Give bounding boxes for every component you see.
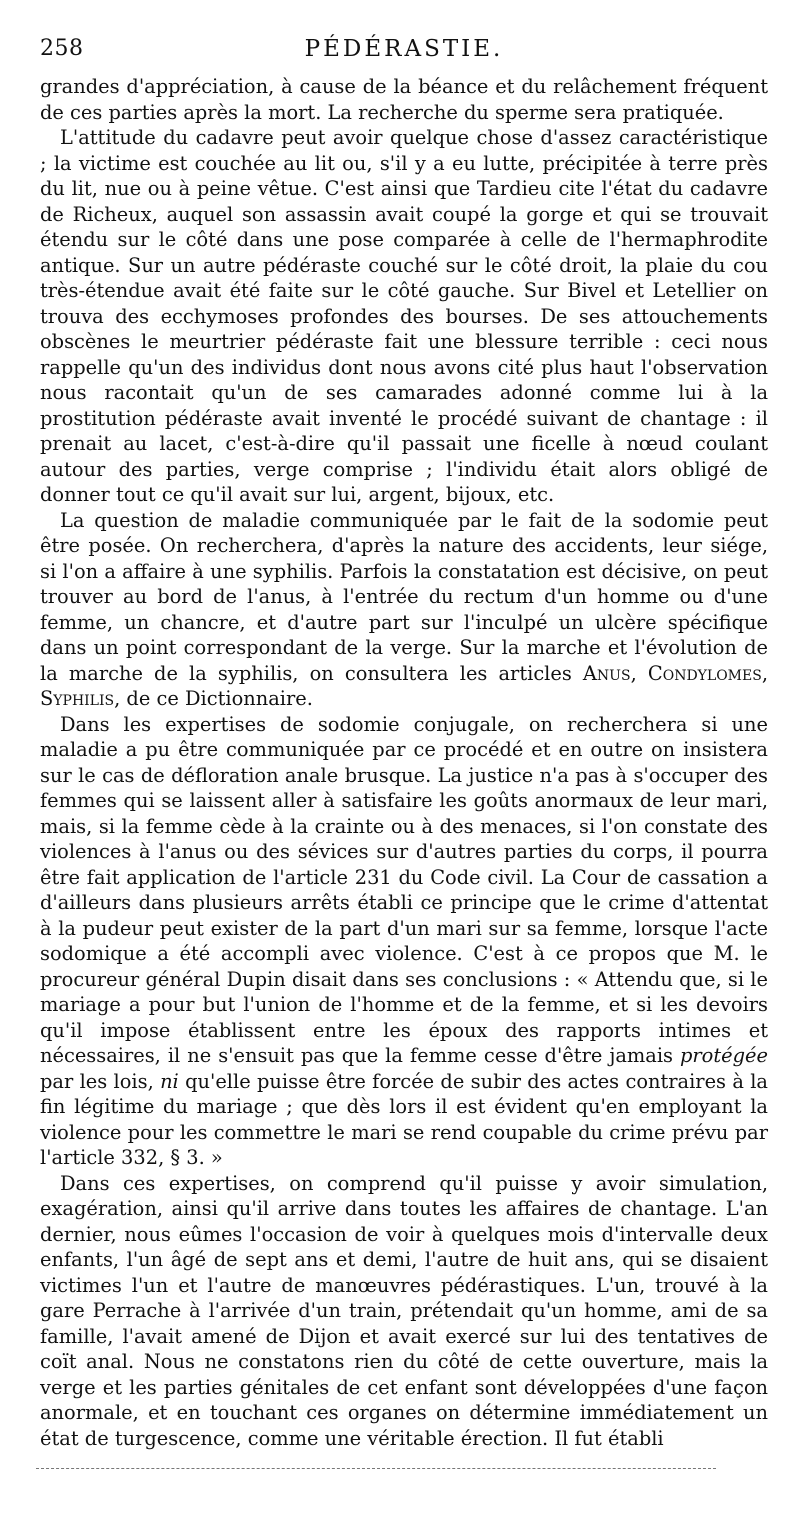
paragraph-text: , (761, 661, 768, 685)
paragraph (40, 125, 768, 508)
paragraph-text: Dans les expertises de sodomie conjugale, on recherchera si une maladie a pu être communiquée par ce procédé et en outre on insistera sur le cas de défloration anale brusque. La justice n'a pas à s'occuper des femmes qui se laissent aller à satisfaire les goûts anormaux de leur mari, mais, si la femme cède à la crainte ou à des menaces, si l'on constate des violences à l'anus ou des sévices sur d'autres parties du corps, il pourra être fait application de l'article 231 du Code civil. La Cour de cassation a d'ailleurs dans plusieurs arrêts établi ce principe que le crime d'attentat à la pudeur peut exister de la part d'un mari sur sa femme, lorsque l'acte sodomique a été accompli avec violence. C'est à ce propos que M. le procureur général Dupin disait dans ses conclusions : « Attendu que, si le mariage a pour but l'union de l'homme et de la femme, et si les devoirs qu'il impose établissent entre les époux des rapports intimes et nécessaires, il ne s'ensuit pas que la femme cesse d'être jamais (40, 712, 768, 1067)
emphasis-text: ni (160, 1069, 179, 1093)
running-title: PÉDÉRASTIE. (304, 36, 504, 62)
paragraph-text: grandes d'appréciation, à cause de la béance et du relâchement fréquent de ces parties après la mort. La recherche du sperme sera pratiquée. (40, 75, 768, 124)
body-text (40, 74, 768, 1451)
paragraph (40, 1171, 768, 1452)
paragraph-text: qu'elle puisse être forcée de subir des actes contraires à la fin légitime du mariage ; que dès lors il est évident qu'en employant la violence pour les commettre le mari se rend coupable du crime prévu par l'article 332, § 3. » (40, 1069, 768, 1169)
paragraph (40, 74, 768, 125)
paragraph-text: La question de maladie communiquée par le fait de la sodomie peut être posée. On recherchera, d'après la nature des accidents, leur siége, si l'on a affaire à une syphilis. Parfois la constatation est décisive, on peut trouver au bord de l'anus, à l'entrée du rectum d'un homme ou d'une femme, un chancre, et d'autre part sur l'inculpé un ulcère spécifique dans un point correspondant de la verge. Sur la marche et l'évolution de la marche de la syphilis, on consultera les articles (40, 508, 768, 685)
emphasis-text: protégée (680, 1044, 768, 1067)
paragraph (40, 508, 768, 712)
page-number: 258 (40, 36, 84, 61)
page-header (40, 36, 768, 76)
paragraph-text: L'attitude du cadavre peut avoir quelque chose d'assez caractéristique ; la victime est couchée au lit ou, s'il y a eu lutte, précipitée à terre près du lit, nue ou à peine vêtue. C'est ainsi que Tardieu cite l'état du cadavre de Richeux, auquel son assassin avait coupé la gorge et qui se trouvait étendu sur le côté dans une pose comparée à celle de l'hermaphrodite antique. Sur un autre pédéraste couché sur le côté droit, la plaie du cou très-étendue avait été faite sur le côté gauche. Sur Bivel et Letellier on trouva des ecchymoses profondes des bourses. De ses attouchements obscènes le meurtrier pédéraste fait une blessure terrible : ceci nous rappelle qu'un des individus dont nous avons cité plus haut l'observation nous racontait qu'un de ses camarades adonné comme lui à la prostitution pédéraste avait inventé le procédé suivant de chantage : il prenait au lacet, c'est-à-dire qu'il passait une ficelle à nœud coulant autour des parties, verge comprise ; l'individu était alors obligé de donner tout ce qu'il avait sur lui, argent, bijoux, etc. (40, 126, 768, 506)
article-reference: Condylomes (647, 661, 762, 685)
paragraph (40, 712, 768, 1171)
paragraph-text: , (630, 661, 648, 685)
article-reference: Syphilis (40, 687, 115, 710)
paragraph-text: par les lois, (40, 1069, 161, 1093)
paragraph-text: Dans ces expertises, on comprend qu'il puisse y avoir simulation, exagération, ainsi qu'il arrive dans toutes les affaires de chantage. L'an dernier, nous eûmes l'occasion de voir à quelques mois d'intervalle deux enfants, l'un âgé de sept ans et demi, l'autre de huit ans, qui se disaient victimes l'un et l'autre de manœuvres pédérastiques. L'un, trouvé à la gare Perrache à l'arrivée d'un train, prétendait qu'un homme, ami de sa famille, l'avait amené de Dijon et avait exercé sur lui des tentatives de coït anal. Nous ne constatons rien du côté de cette ouverture, mais la verge et les parties génitales de cet enfant sont développées d'une façon anormale, et en touchant ces organes on détermine immédiatement un état de turgescence, comme une véritable érection. Il fut établi (40, 1171, 768, 1450)
paragraph-text: , de ce Dictionnaire. (114, 687, 313, 710)
footer-dashed-rule (36, 1468, 716, 1469)
article-reference: Anus (582, 661, 631, 685)
